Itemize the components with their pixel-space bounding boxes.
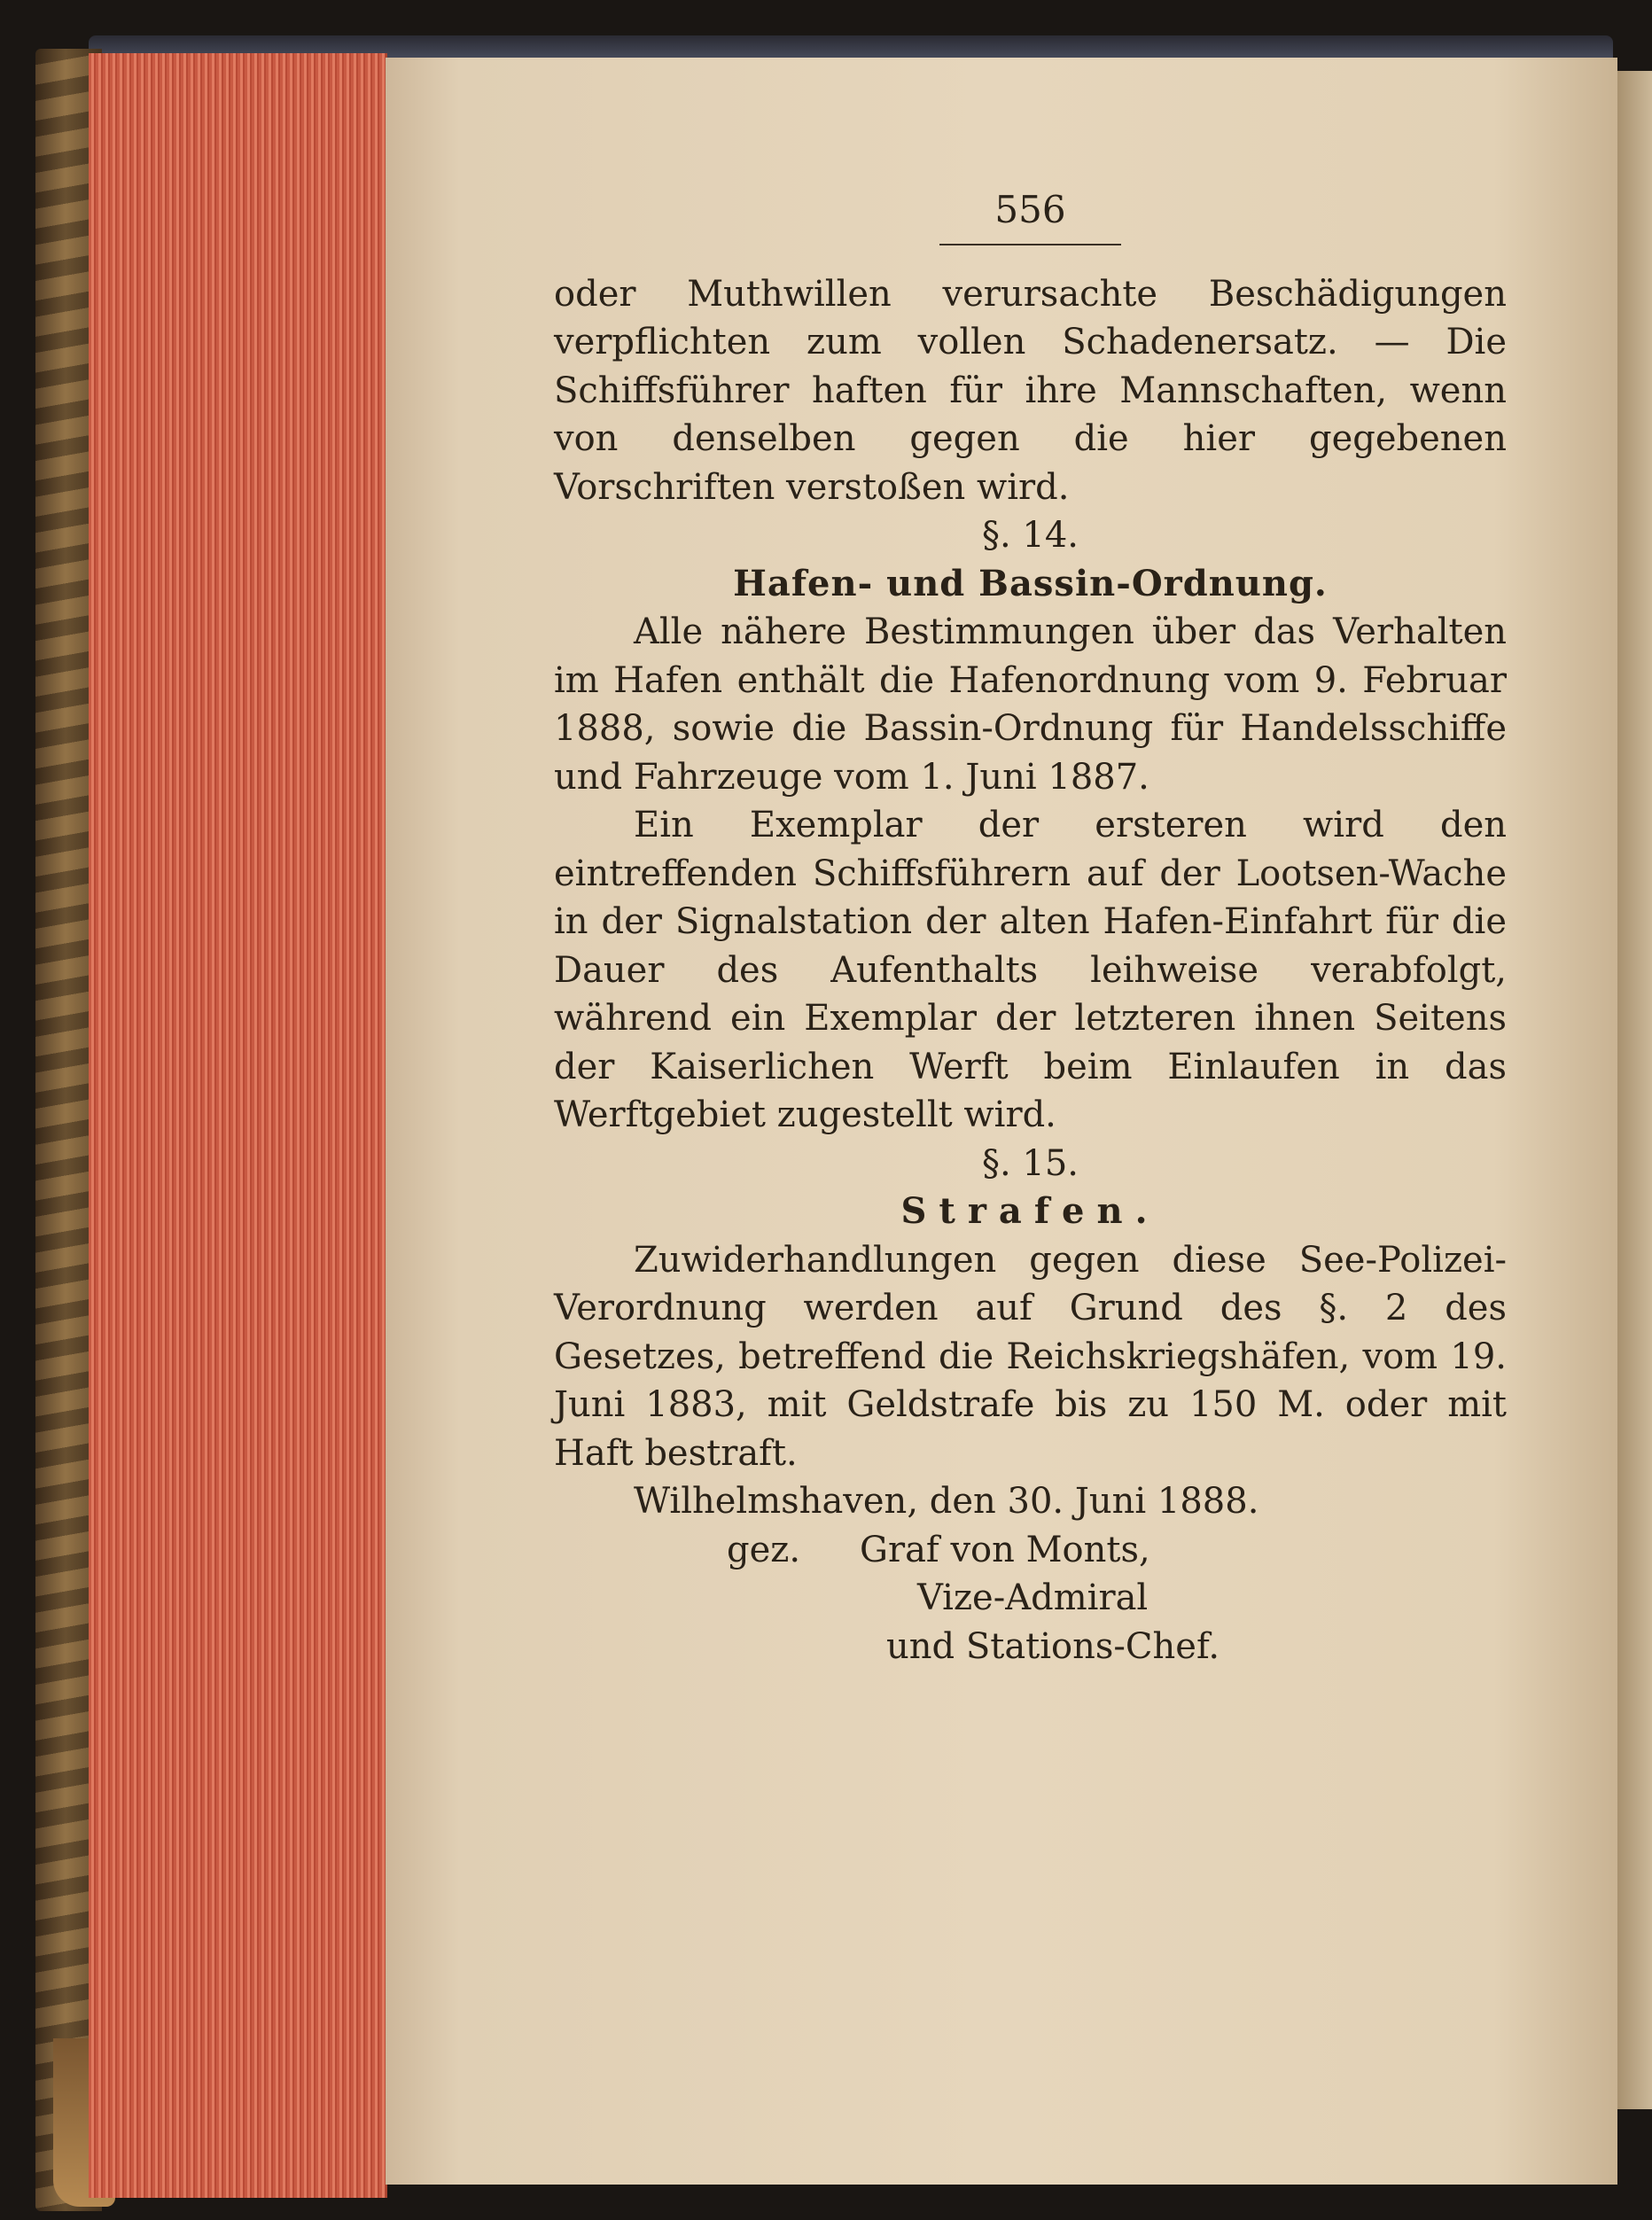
gez-label: gez.: [727, 1529, 801, 1570]
section-14-paragraph-1: Alle nähere Bestimmungen über das Verhalten im Hafen enthält die Hafenordnung vom 9. Februar 1888, sowie die Bassin-Ordnung für Handelsschiffe und Fahrzeuge vom 1. Juni 1887.: [554, 611, 1507, 798]
section-14-paragraph-2: Ein Exemplar der ersteren wird den eintreffenden Schiffsführern auf der Lootsen-Wache in der Signalstation der alten Hafen-Einfahrt für die Dauer des Aufenthalts leihweise verabfolgt, während ein Exemplar der letzteren ihnen Seitens der Kaiserlichen Werft beim Einlaufen in das Werftgebiet zugestellt wird.: [554, 805, 1507, 1135]
signatory-title: und Stations-Chef.: [886, 1625, 1220, 1667]
section-15-title: Strafen.: [900, 1190, 1160, 1232]
page-text: [554, 186, 1507, 1671]
page-edges: [89, 53, 387, 2198]
intro-paragraph: oder Muthwillen verursachte Beschädigungen verpflichten zum vollen Schadenersatz. — Die Schiffsführer haften für ihre Mannschaften, wenn von denselben gegen die hier gegebenen Vorschriften verstoßen wird.: [554, 273, 1507, 508]
page-number: 556: [994, 188, 1066, 231]
facing-page-edge: [1617, 71, 1652, 2109]
place-date: Wilhelmshaven, den 30. Juni 1888.: [634, 1481, 1259, 1522]
header-rule: [939, 244, 1121, 245]
section-14-title: Hafen- und Bassin-Ordnung.: [733, 562, 1328, 604]
section-15-number: §. 15.: [981, 1142, 1079, 1184]
section-15-paragraph-1: Zuwiderhandlungen gegen diese See-Polizei-Verordnung werden auf Grund des §. 2 des Gesetzes, betreffend die Reichskriegshäfen, vom 19. Juni 1883, mit Geldstrafe bis zu 150 M. oder mit Haft bestraft.: [554, 1239, 1507, 1474]
signatory-rank: Vize-Admiral: [917, 1577, 1149, 1618]
section-14-number: §. 14.: [981, 515, 1079, 556]
signature-line-name: [727, 1526, 1507, 1575]
signatory-name: Graf von Monts,: [860, 1529, 1150, 1570]
